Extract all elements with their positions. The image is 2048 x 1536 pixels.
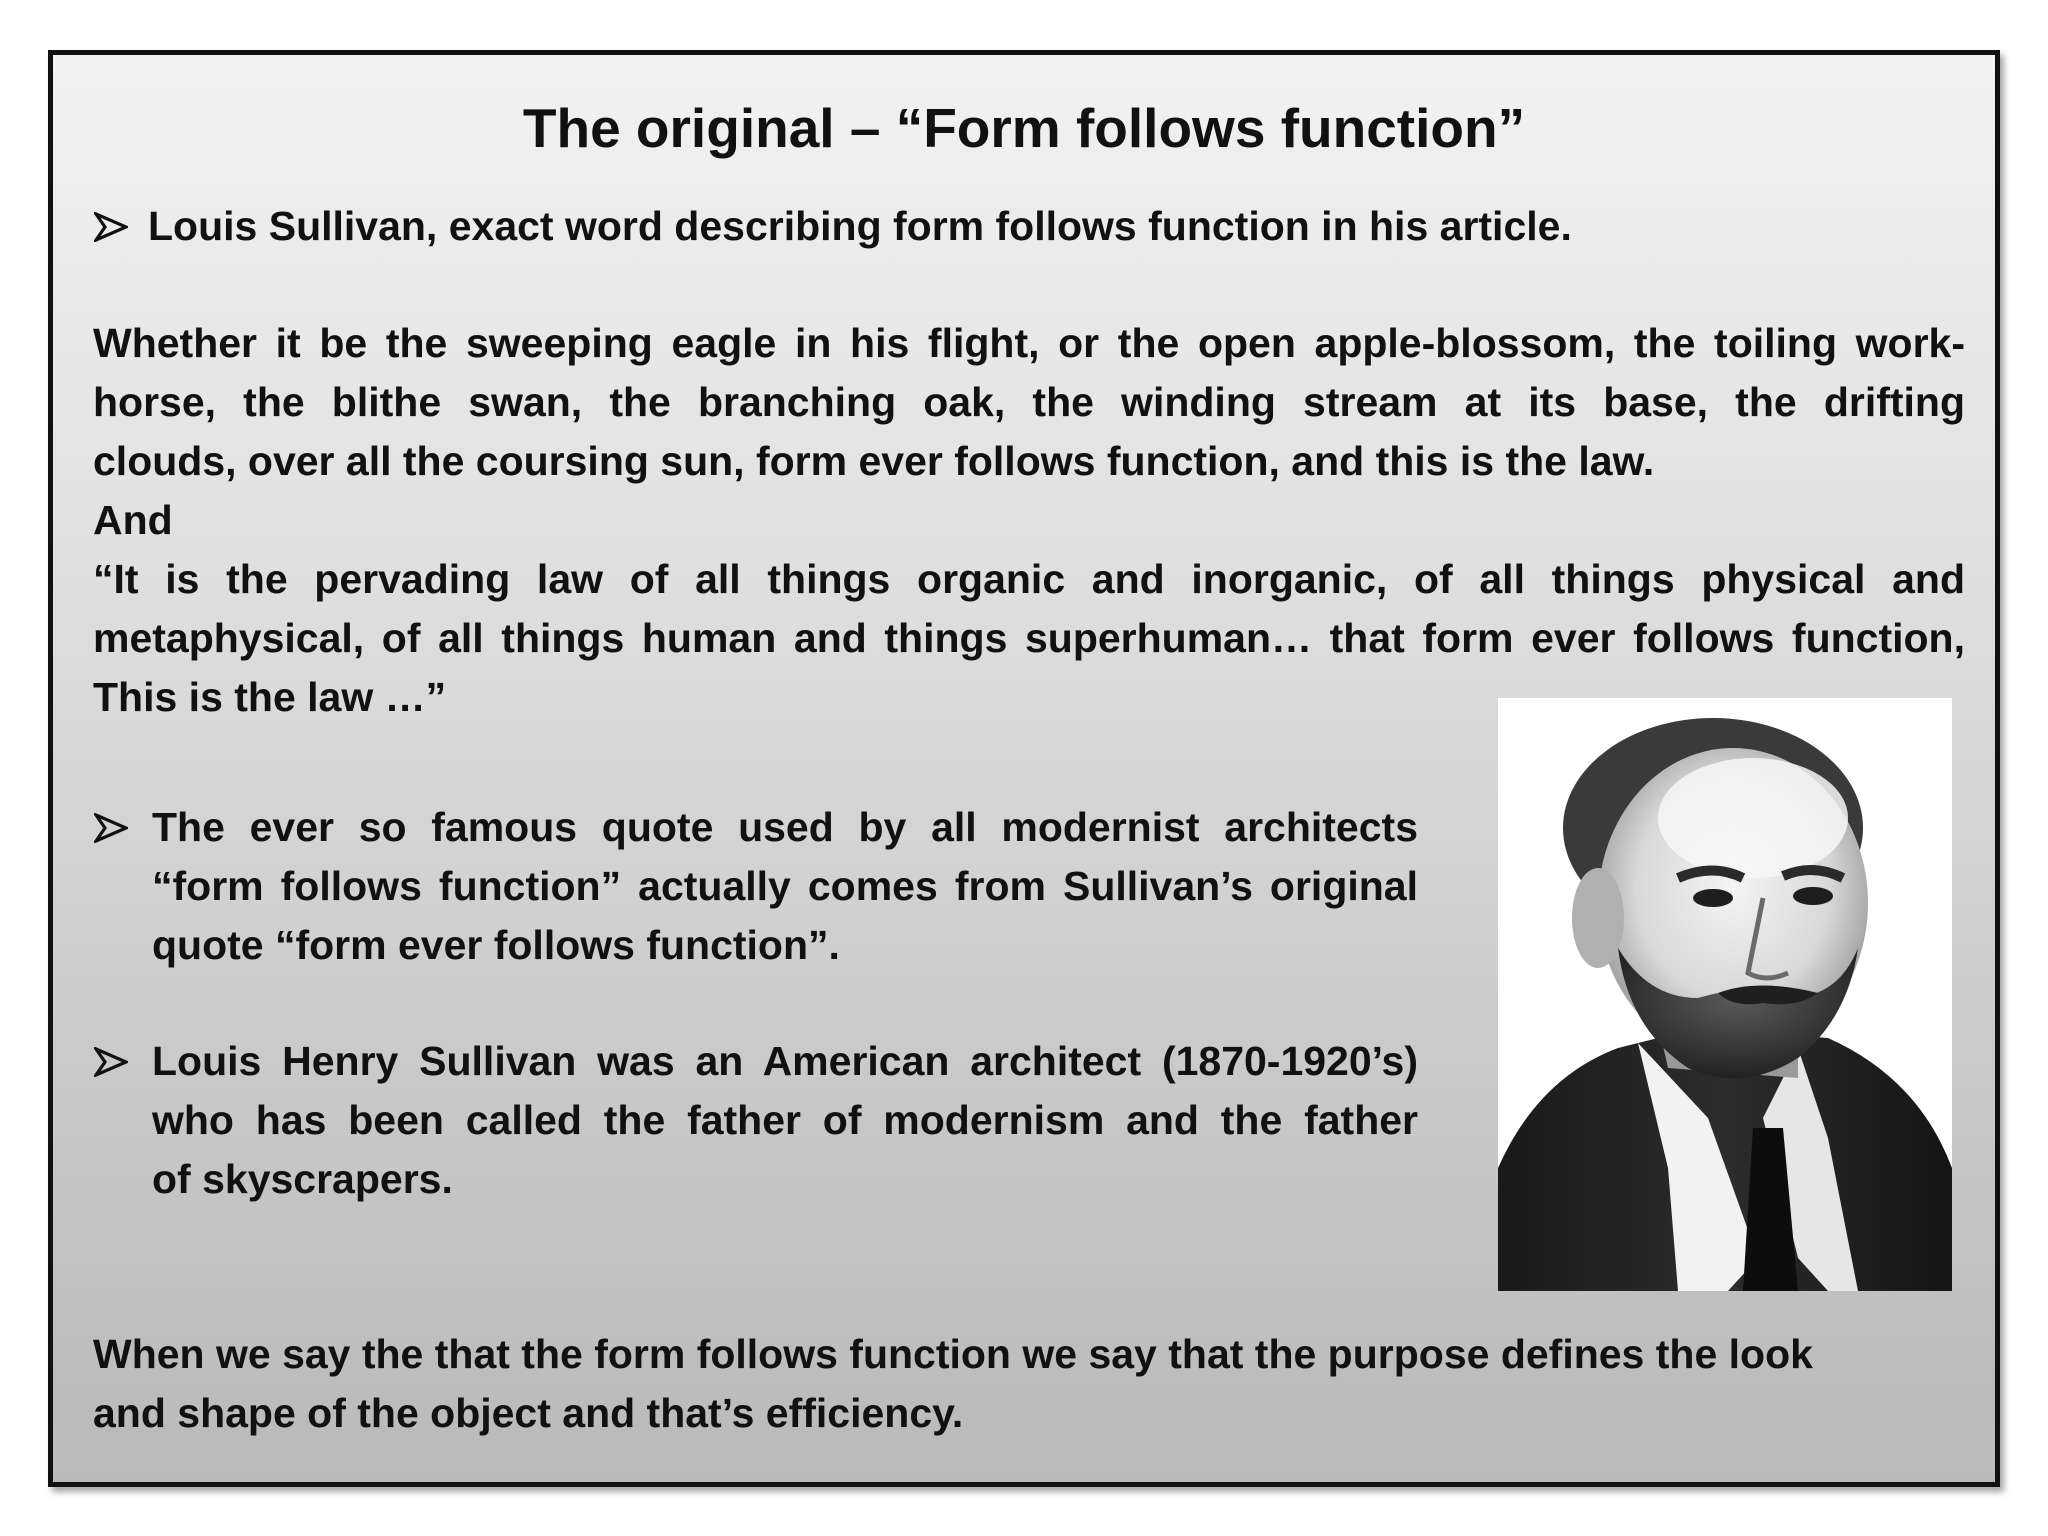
famous-quote-bullet (94, 798, 1418, 975)
conclusion-line: When we say the that the form follows function we say that the purpose defines the look (93, 1331, 1813, 1377)
arrowhead-bullet-icon (94, 798, 132, 857)
quote-line: This is the law …” (93, 674, 447, 720)
quote-line: And (93, 497, 173, 543)
slide-title: The original – “Form follows function” (522, 97, 1526, 159)
arrowhead-bullet-icon (94, 1032, 132, 1091)
bullet-line: who has been called the father of modernism and the father (152, 1097, 1418, 1143)
quote-line: Whether it be the sweeping eagle in his flight, or the open apple-blossom, the toiling work- (93, 320, 1965, 366)
conclusion-line: and shape of the object and that’s efficiency. (93, 1390, 964, 1436)
arrowhead-bullet-icon (94, 197, 132, 256)
bullet-line: quote “form ever follows function”. (152, 922, 840, 968)
famous-quote-text (152, 798, 1418, 975)
bullet-line: “form follows function” actually comes from Sullivan’s original (152, 863, 1418, 909)
intro-bullet (94, 197, 1974, 256)
quote-line: clouds, over all the coursing sun, form ever follows function, and this is the law. (93, 438, 1655, 484)
bullet-line: Louis Henry Sullivan was an American architect (1870-1920’s) (152, 1038, 1418, 1084)
quote-line: horse, the blithe swan, the branching oak, the winding stream at its base, the drifting (93, 379, 1965, 425)
biography-bullet (94, 1032, 1418, 1209)
bullet-line: of skyscrapers. (152, 1156, 453, 1202)
louis-sullivan-portrait-icon (1498, 698, 1952, 1291)
quote-line: metaphysical, of all things human and things superhuman… that form ever follows function, (93, 615, 1965, 661)
intro-bullet-text: Louis Sullivan, exact word describing form follows function in his article. (148, 203, 1572, 249)
biography-text (152, 1032, 1418, 1209)
bullet-line: The ever so famous quote used by all modernist architects (152, 804, 1418, 850)
conclusion-paragraph (93, 1325, 1973, 1443)
quote-line: “It is the pervading law of all things organic and inorganic, of all things physical and (93, 556, 1965, 602)
sullivan-quote (93, 314, 1965, 727)
